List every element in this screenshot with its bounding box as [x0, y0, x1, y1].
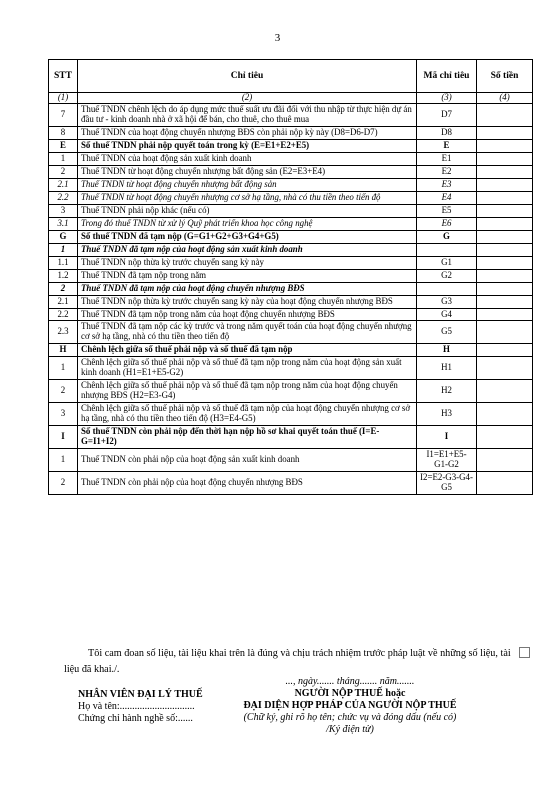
row-code: G5 — [417, 321, 477, 344]
table-row — [49, 357, 533, 380]
row-code: I — [417, 426, 477, 449]
row-label: Thuế TNDN đã tạm nộp của hoạt động chuyển nhượng BĐS — [78, 282, 417, 295]
row-label: Thuế TNDN của hoạt động chuyển nhượng BĐS còn phải nộp kỳ này (D8=D6-D7) — [78, 126, 417, 139]
row-stt: 2.3 — [49, 321, 78, 344]
row-stt: 1 — [49, 243, 78, 256]
row-stt: 3 — [49, 403, 78, 426]
table-row — [49, 204, 533, 217]
row-amount[interactable] — [477, 243, 533, 256]
row-amount[interactable] — [477, 126, 533, 139]
row-stt: 1 — [49, 152, 78, 165]
declaration-text: Tôi cam đoan số liệu, tài liệu khai trên là đúng và chịu trách nhiệm trước pháp luật về những số liệu, tài liệu đã khai./. — [64, 648, 511, 675]
sign-date: ..., ngày....... tháng....... năm....... — [285, 676, 415, 687]
taxpayer-block — [240, 676, 460, 736]
row-label: Chênh lệch giữa số thuế phải nộp và số thuế đã tạm nộp trong năm của hoạt động sản xuất kinh doanh (H1=E1+E5-G2) — [78, 357, 417, 380]
row-stt: 2.1 — [49, 178, 78, 191]
signature-note-2: /Ký điện tử) — [326, 724, 374, 735]
row-amount[interactable] — [477, 230, 533, 243]
table-row — [49, 472, 533, 495]
row-amount[interactable] — [477, 191, 533, 204]
row-stt: 2.1 — [49, 295, 78, 308]
tax-agent-cert: Chứng chỉ hành nghề số:...... — [78, 713, 193, 724]
row-stt: 2 — [49, 165, 78, 178]
taxpayer-representative-title: ĐẠI DIỆN HỢP PHÁP CỦA NGƯỜI NỘP THUẾ — [243, 700, 457, 711]
row-code — [417, 282, 477, 295]
row-code: E5 — [417, 204, 477, 217]
tax-agent-name: Họ và tên:.............................. — [78, 701, 195, 712]
row-stt: 1.2 — [49, 269, 78, 282]
row-code: D8 — [417, 126, 477, 139]
row-label: Thuế TNDN đã tạm nộp của hoạt động sản xuất kinh doanh — [78, 243, 417, 256]
row-stt: 8 — [49, 126, 78, 139]
row-stt: 1.1 — [49, 256, 78, 269]
row-label: Thuế TNDN chênh lệch do áp dụng mức thuế suất ưu đãi đối với thu nhập từ thực hiện dự án đầu tư - kinh doanh nhà ở xã hội để bán, cho thuê, cho thuê mua — [78, 104, 417, 127]
table-row — [49, 282, 533, 295]
table-row — [49, 191, 533, 204]
row-code: H3 — [417, 403, 477, 426]
row-amount[interactable] — [477, 472, 533, 495]
row-amount[interactable] — [477, 357, 533, 380]
row-code: G4 — [417, 308, 477, 321]
row-code: D7 — [417, 104, 477, 127]
row-stt: E — [49, 139, 78, 152]
row-stt: 2 — [49, 282, 78, 295]
row-code: G1 — [417, 256, 477, 269]
row-stt: I — [49, 426, 78, 449]
row-label: Chênh lệch giữa số thuế phải nộp và số thuế đã tạm nộp trong năm của hoạt động chuyển nhượng BĐS (H2=E3-G4) — [78, 380, 417, 403]
row-stt: 1 — [49, 357, 78, 380]
header-stt: STT — [49, 60, 78, 93]
tax-agent-block — [78, 689, 203, 725]
row-stt: 2.2 — [49, 308, 78, 321]
row-label: Thuế TNDN từ hoạt động chuyển nhượng cơ sở hạ tầng, nhà có thu tiền theo tiến độ — [78, 191, 417, 204]
row-amount[interactable] — [477, 321, 533, 344]
col-number: (1) — [49, 93, 78, 104]
row-amount[interactable] — [477, 104, 533, 127]
col-number: (2) — [78, 93, 417, 104]
tax-settlement-table — [48, 59, 533, 495]
row-label: Thuế TNDN từ hoạt động chuyển nhượng bất động sản — [78, 178, 417, 191]
table-row — [49, 295, 533, 308]
row-label: Thuế TNDN đã tạm nộp trong năm — [78, 269, 417, 282]
tax-agent-title: NHÂN VIÊN ĐẠI LÝ THUẾ — [78, 689, 203, 700]
table-row — [49, 321, 533, 344]
row-label: Thuế TNDN của hoạt động sản xuất kinh doanh — [78, 152, 417, 165]
row-label: Thuế TNDN còn phải nộp của hoạt động sản xuất kinh doanh — [78, 449, 417, 472]
row-label: Thuế TNDN đã tạm nộp các kỳ trước và trong năm quyết toán của hoạt động chuyển nhượng cơ sở hạ tầng, nhà có thu tiền theo tiến độ — [78, 321, 417, 344]
row-stt: 1 — [49, 449, 78, 472]
row-amount[interactable] — [477, 308, 533, 321]
row-amount[interactable] — [477, 295, 533, 308]
taxpayer-title: NGƯỜI NỘP THUẾ hoặc — [294, 688, 406, 699]
table-body — [49, 104, 533, 495]
header-so-tien: Số tiền — [477, 60, 533, 93]
row-amount[interactable] — [477, 139, 533, 152]
row-code: E4 — [417, 191, 477, 204]
row-label: Thuế TNDN đã tạm nộp trong năm của hoạt động chuyển nhượng BĐS — [78, 308, 417, 321]
table-row — [49, 256, 533, 269]
col-number: (3) — [417, 93, 477, 104]
row-code: G3 — [417, 295, 477, 308]
row-amount[interactable] — [477, 152, 533, 165]
row-stt: 3.1 — [49, 217, 78, 230]
row-amount[interactable] — [477, 204, 533, 217]
row-label: Thuế TNDN còn phải nộp của hoạt động chuyển nhượng BĐS — [78, 472, 417, 495]
page-number: 3 — [274, 32, 281, 44]
table-row — [49, 380, 533, 403]
row-code: E6 — [417, 217, 477, 230]
row-code: H1 — [417, 357, 477, 380]
table-row — [49, 178, 533, 191]
row-label: Chênh lệch giữa số thuế phải nộp và số thuế đã tạm nộp của hoạt động chuyển nhượng cơ sở hạ tầng, nhà có thu tiền theo tiến độ (H3=E4-G5) — [78, 403, 417, 426]
table-row — [49, 426, 533, 449]
row-stt: H — [49, 344, 78, 357]
checkbox[interactable] — [519, 647, 530, 658]
row-label: Số thuế TNDN còn phải nộp đến thời hạn nộp hồ sơ khai quyết toán thuế (I=E-G=I1+I2) — [78, 426, 417, 449]
header-chi-tieu: Chỉ tiêu — [78, 60, 417, 93]
row-code: I1=E1+E5-G1-G2 — [417, 449, 477, 472]
row-amount[interactable] — [477, 282, 533, 295]
row-amount[interactable] — [477, 403, 533, 426]
row-label: Trong đó thuế TNDN từ xử lý Quỹ phát triển khoa học công nghệ — [78, 217, 417, 230]
row-code: G — [417, 230, 477, 243]
row-stt: 2 — [49, 380, 78, 403]
table-row — [49, 104, 533, 127]
table-row — [49, 152, 533, 165]
table-row — [49, 308, 533, 321]
row-stt: G — [49, 230, 78, 243]
row-code — [417, 243, 477, 256]
signature-note: (Chữ ký, ghi rõ họ tên; chức vụ và đóng dấu (nếu có) — [243, 712, 457, 723]
col-number: (4) — [477, 93, 533, 104]
row-label: Thuế TNDN nộp thừa kỳ trước chuyển sang kỳ này — [78, 256, 417, 269]
row-code: E3 — [417, 178, 477, 191]
row-stt: 2.2 — [49, 191, 78, 204]
row-amount[interactable] — [477, 380, 533, 403]
row-code: E — [417, 139, 477, 152]
row-code: G2 — [417, 269, 477, 282]
row-amount[interactable] — [477, 269, 533, 282]
row-amount[interactable] — [477, 217, 533, 230]
table-row — [49, 230, 533, 243]
table-row — [49, 139, 533, 152]
table-row — [49, 269, 533, 282]
row-amount[interactable] — [477, 449, 533, 472]
row-label: Chênh lệch giữa số thuế phải nộp và số thuế đã tạm nộp — [78, 344, 417, 357]
table-row — [49, 165, 533, 178]
table-row — [49, 243, 533, 256]
row-label: Thuế TNDN từ hoạt động chuyển nhượng bất động sản (E2=E3+E4) — [78, 165, 417, 178]
row-code: H2 — [417, 380, 477, 403]
header-ma-chi-tieu: Mã chỉ tiêu — [417, 60, 477, 93]
row-label: Thuế TNDN nộp thừa kỳ trước chuyển sang kỳ này của hoạt động chuyển nhượng BĐS — [78, 295, 417, 308]
row-stt: 3 — [49, 204, 78, 217]
table-row — [49, 403, 533, 426]
row-code: E1 — [417, 152, 477, 165]
row-amount[interactable] — [477, 256, 533, 269]
row-code: H — [417, 344, 477, 357]
table-row — [49, 449, 533, 472]
row-amount[interactable] — [477, 426, 533, 449]
row-label: Thuế TNDN phải nộp khác (nếu có) — [78, 204, 417, 217]
table-row — [49, 126, 533, 139]
row-label: Số thuế TNDN đã tạm nộp (G=G1+G2+G3+G4+G5) — [78, 230, 417, 243]
row-label: Số thuế TNDN phải nộp quyết toán trong kỳ (E=E1+E2+E5) — [78, 139, 417, 152]
row-amount[interactable] — [477, 165, 533, 178]
row-stt: 2 — [49, 472, 78, 495]
table-row — [49, 344, 533, 357]
row-code: E2 — [417, 165, 477, 178]
row-stt: 7 — [49, 104, 78, 127]
row-amount[interactable] — [477, 344, 533, 357]
table-row — [49, 217, 533, 230]
row-amount[interactable] — [477, 178, 533, 191]
row-code: I2=E2-G3-G4-G5 — [417, 472, 477, 495]
